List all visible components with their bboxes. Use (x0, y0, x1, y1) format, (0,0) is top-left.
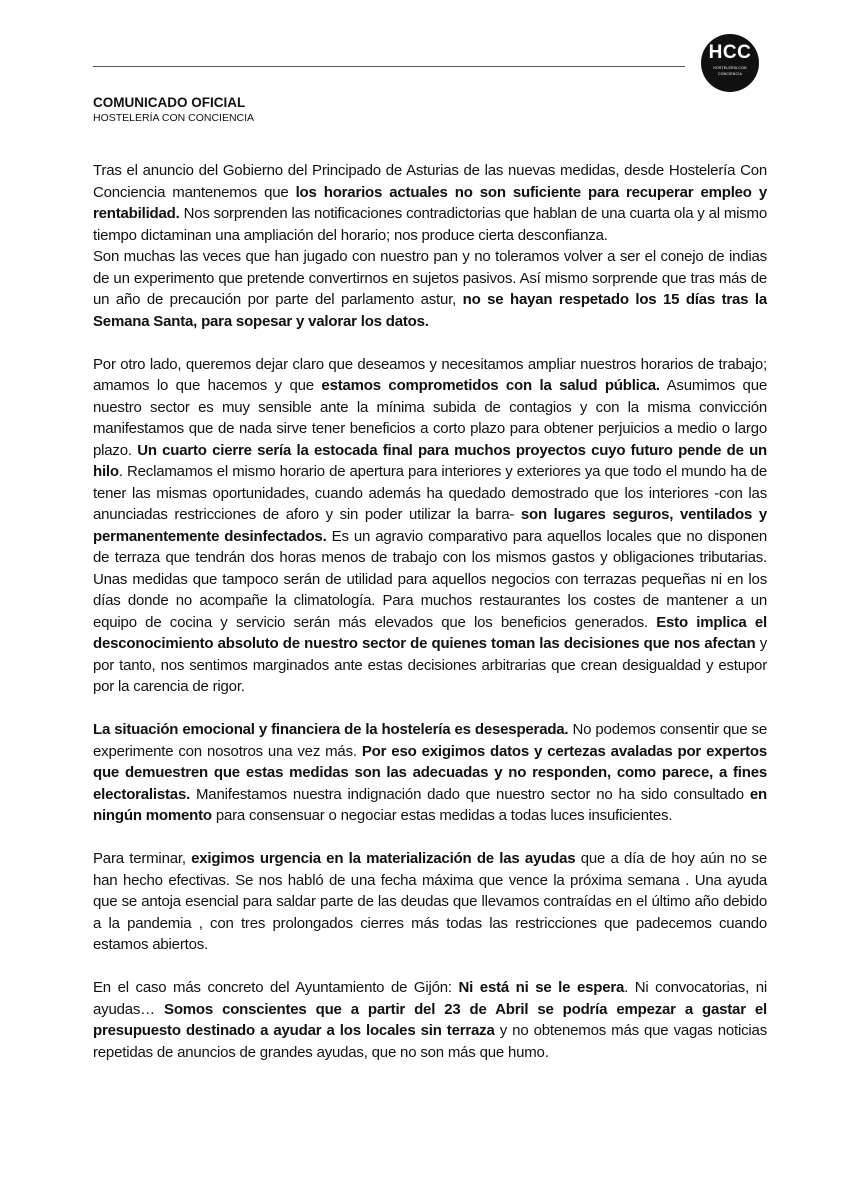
text: que a día de hoy aún no se han hecho efectivas. Se nos habló de una fecha máxima que vence la próxima semana . Una ayuda que se antoja esencial para saldar parte de las deudas que llevamos contraídas en el último año debido a la pandemia , con tres prolongados cierres más todas las restricciones que padecemos cuando estamos abiertos. (93, 850, 768, 953)
document-body (93, 160, 767, 1085)
paragraph (93, 977, 767, 1063)
logo-text: HCC (708, 42, 752, 63)
text: Manifestamos nuestra indignación dado que nuestro sector no ha sido consultado (190, 785, 750, 803)
text: Para terminar, (93, 850, 192, 867)
bold-text: Ni está ni se le espera (458, 979, 625, 996)
document-subtitle: HOSTELERÍA CON CONCIENCIA (93, 112, 255, 124)
text: Tras el anuncio del Gobierno del Principado de Asturias de las nuevas medidas, desde Hostelería Con Conciencia mantenemos que (93, 162, 767, 201)
text: No podemos consentir que se experimente con nosotros una vez más. (93, 721, 767, 760)
text: Nos sorprenden las notificaciones contradictorias que hablan de una cuarta ola y al mismo tiempo dictaminan una ampliación del horario; nos produce cierta desconfianza. (93, 205, 767, 244)
bold-text: en ningún momento (93, 785, 767, 824)
paragraph (93, 848, 767, 956)
bold-text: no se hayan respetado los 15 días tras la Semana Santa, para sopesar y valorar los datos. (93, 291, 767, 330)
bold-text: Un cuarto cierre sería la estocada final para muchos proyectos cuyo futuro pende de un hilo (93, 441, 767, 480)
header-rule (93, 66, 685, 67)
text: Son muchas las veces que han jugado con nuestro pan y no toleramos volver a ser el conejo de indias de un experimento que pretende convertirnos en sujetos pasivos. Así mismo sorprende que tras más de un año de precaución por parte del parlamento astur, (93, 248, 767, 308)
text: . Reclamamos el mismo horario de apertura para interiores y exteriores ya que todo el mundo ha de tener las mismas oportunidades, cuando además ha quedado demostrado que los interiores -con las anunciadas restricciones de aforo y sin poder utilizar la barra- (93, 463, 767, 523)
bold-text: Somos conscientes que a partir del 23 de Abril se podría empezar a gastar el presupuesto destinado a ayudar a los locales sin terraza (93, 1000, 767, 1039)
text: Por otro lado, queremos dejar claro que deseamos y necesitamos ampliar nuestros horarios de trabajo; amamos lo que hacemos y que (93, 355, 767, 394)
bold-text: son lugares seguros, ventilados y permanentemente desinfectados. (93, 506, 767, 545)
bold-text: Esto implica el desconocimiento absoluto de nuestro sector de quienes toman las decisiones que nos afectan (93, 613, 767, 652)
paragraph (93, 719, 767, 827)
document-header (93, 95, 254, 125)
bold-text: La situación emocional y financiera de la hostelería es desesperada. (93, 721, 569, 738)
bold-text: Por eso exigimos datos y certezas avaladas por expertos que demuestren que estas medidas son las adecuadas y no responden, como parece, a fines electoralistas. (93, 742, 767, 803)
text: . Ni convocatorias, ni ayudas… (93, 979, 768, 1018)
paragraph (93, 160, 767, 246)
text: Es un agravio comparativo para aquellos locales que no disponen de terraza que tendrán dos horas menos de trabajo con los mismos gastos y obligaciones tributarias. Unas medidas que tampoco serán de utilidad para aquellos negocios con terrazas pequeñas ni en los días donde no acompañe la climatología. Para muchos restaurantes los costes de mantener a un equipo de cocina y servicio serán más elevados que los beneficios generados. (93, 527, 768, 631)
bold-text: estamos comprometidos con la salud pública. (321, 377, 660, 394)
text: Asumimos que nuestro sector es muy sensible ante la mínima subida de contagios y con la misma convicción manifestamos que de nada sirve tener beneficios a corto plazo para obtener perjuicios a medio o largo plazo. (93, 377, 767, 459)
paragraph (93, 354, 767, 698)
paragraph (93, 246, 767, 332)
text: y por tanto, nos sentimos marginados ante estas decisiones arbitrarias que crean desigualdad y estupor por la carencia de rigor. (93, 635, 767, 695)
text: En el caso más concreto del Ayuntamiento de Gijón: (93, 979, 459, 996)
text: para consensuar o negociar estas medidas a todas luces insuficientes. (211, 807, 673, 824)
bold-text: los horarios actuales no son suficiente para recuperar empleo y rentabilidad. (93, 183, 767, 222)
text: y no obtenemos más que vagas noticias repetidas de anuncios de grandes ayudas, que no son más que humo. (93, 1022, 767, 1061)
hcc-logo (701, 34, 759, 92)
logo-subtext: HOSTELERÍA CON CONCIENCIA (713, 66, 747, 76)
bold-text: exigimos urgencia en la materialización de las ayudas (191, 850, 576, 867)
document-title: COMUNICADO OFICIAL (93, 95, 246, 110)
